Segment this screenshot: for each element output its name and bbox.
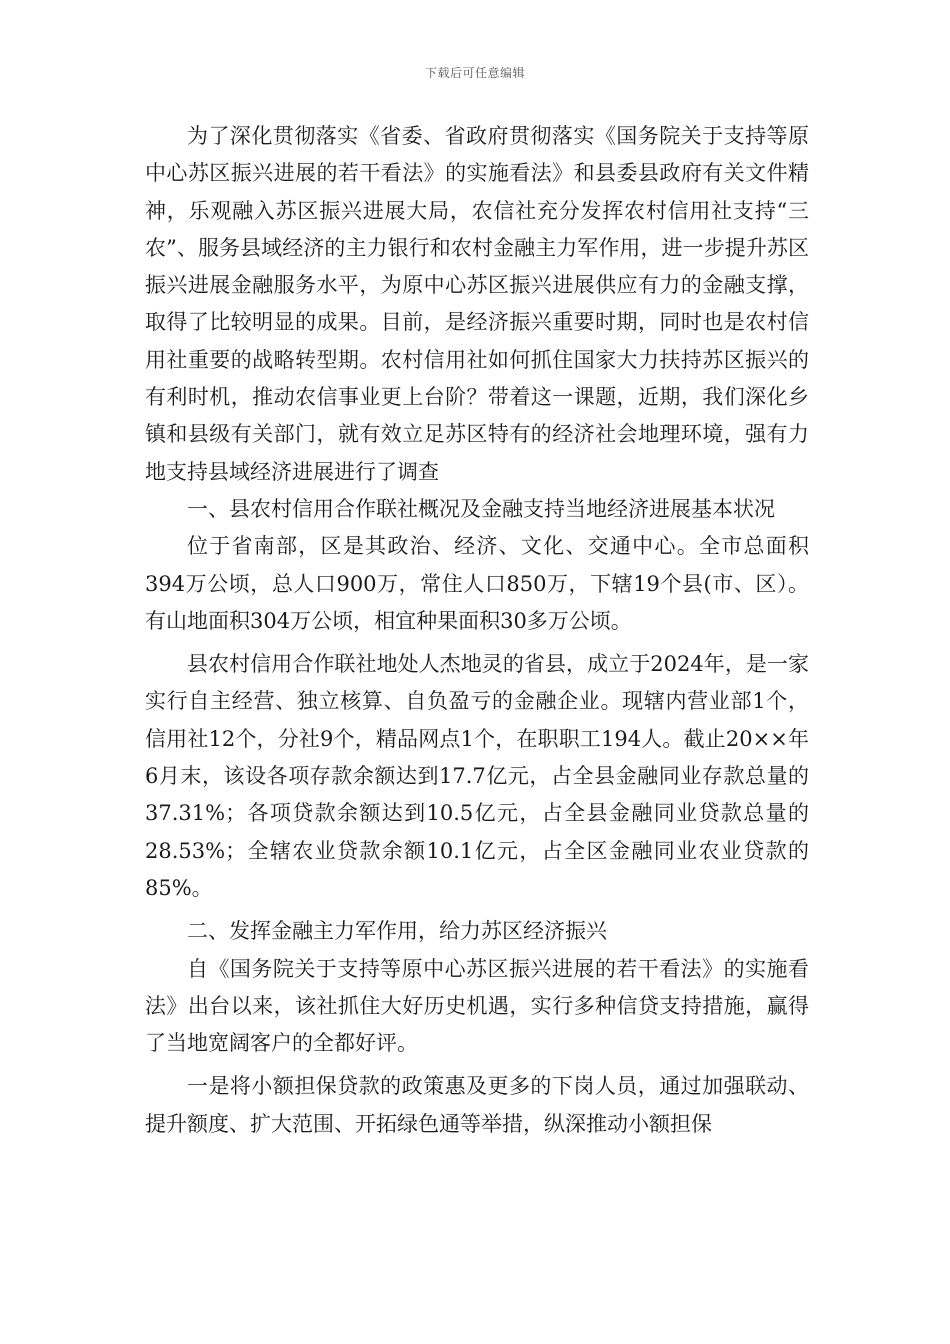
paragraph-region: 位于省南部，区是其政治、经济、文化、交通中心。全市总面积394万公顷，总人口900万，常住人口850万，下辖19个县(市、区）。有山地面积304万公顷，相宜种果面积30多万公顷。 <box>145 534 809 633</box>
paragraph-point-one: 一是将小额担保贷款的政策惠及更多的下岗人员，通过加强联动、提升额度、扩大范围、开拓绿色通等举措，纵深推动小额担保 <box>145 1074 809 1136</box>
document-body <box>145 118 809 1143</box>
paragraph-credit-union: 县农村信用合作联社地处人杰地灵的省县，成立于2024年，是一家实行自主经营、独立核算、自负盈亏的金融企业。现辖内营业部1个，信用社12个，分社9个，精品网点1个，在职职工194人。截止20××年6月末，该设各项存款余额达到17.7亿元，占全县金融同业存款总量的37.31%；各项贷款余额达到10.5亿元，占全县金融同业贷款总量的28.53%；全辖农业贷款余额10.1亿元，占全区金融同业农业贷款的85%。 <box>145 652 809 900</box>
paragraph-intro: 为了深化贯彻落实《省委、省政府贯彻落实《国务院关于支持等原中心苏区振兴进展的若干看法》的实施看法》和县委县政府有关文件精神，乐观融入苏区振兴进展大局，农信社充分发挥农村信用社支持“三农”、服务县域经济的主力银行和农村金融主力军作用，进一步提升苏区振兴进展金融服务水平，为原中心苏区振兴进展供应有力的金融支撑，取得了比较明显的成果。目前，是经济振兴重要时期，同时也是农村信用社重要的战略转型期。农村信用社如何抓住国家大力扶持苏区振兴的有利时机，推动农信事业更上台阶？带着这一课题，近期，我们深化乡镇和县级有关部门，就有效立足苏区特有的经济社会地理环境，强有力地支持县域经济进展进行了调查 <box>145 124 809 484</box>
page-header: 下载后可任意编辑 <box>424 66 525 80</box>
paragraph-measures: 自《国务院关于支持等原中心苏区振兴进展的若干看法》的实施看法》出台以来，该社抓住大好历史机遇，实行多种信贷支持措施，赢得了当地宽阔客户的全都好评。 <box>145 956 809 1056</box>
section-heading-1: 一、县农村信用合作联社概况及金融支持当地经济进展基本状况 <box>187 496 775 521</box>
section-heading-2: 二、发挥金融主力军作用，给力苏区经济振兴 <box>187 919 607 944</box>
